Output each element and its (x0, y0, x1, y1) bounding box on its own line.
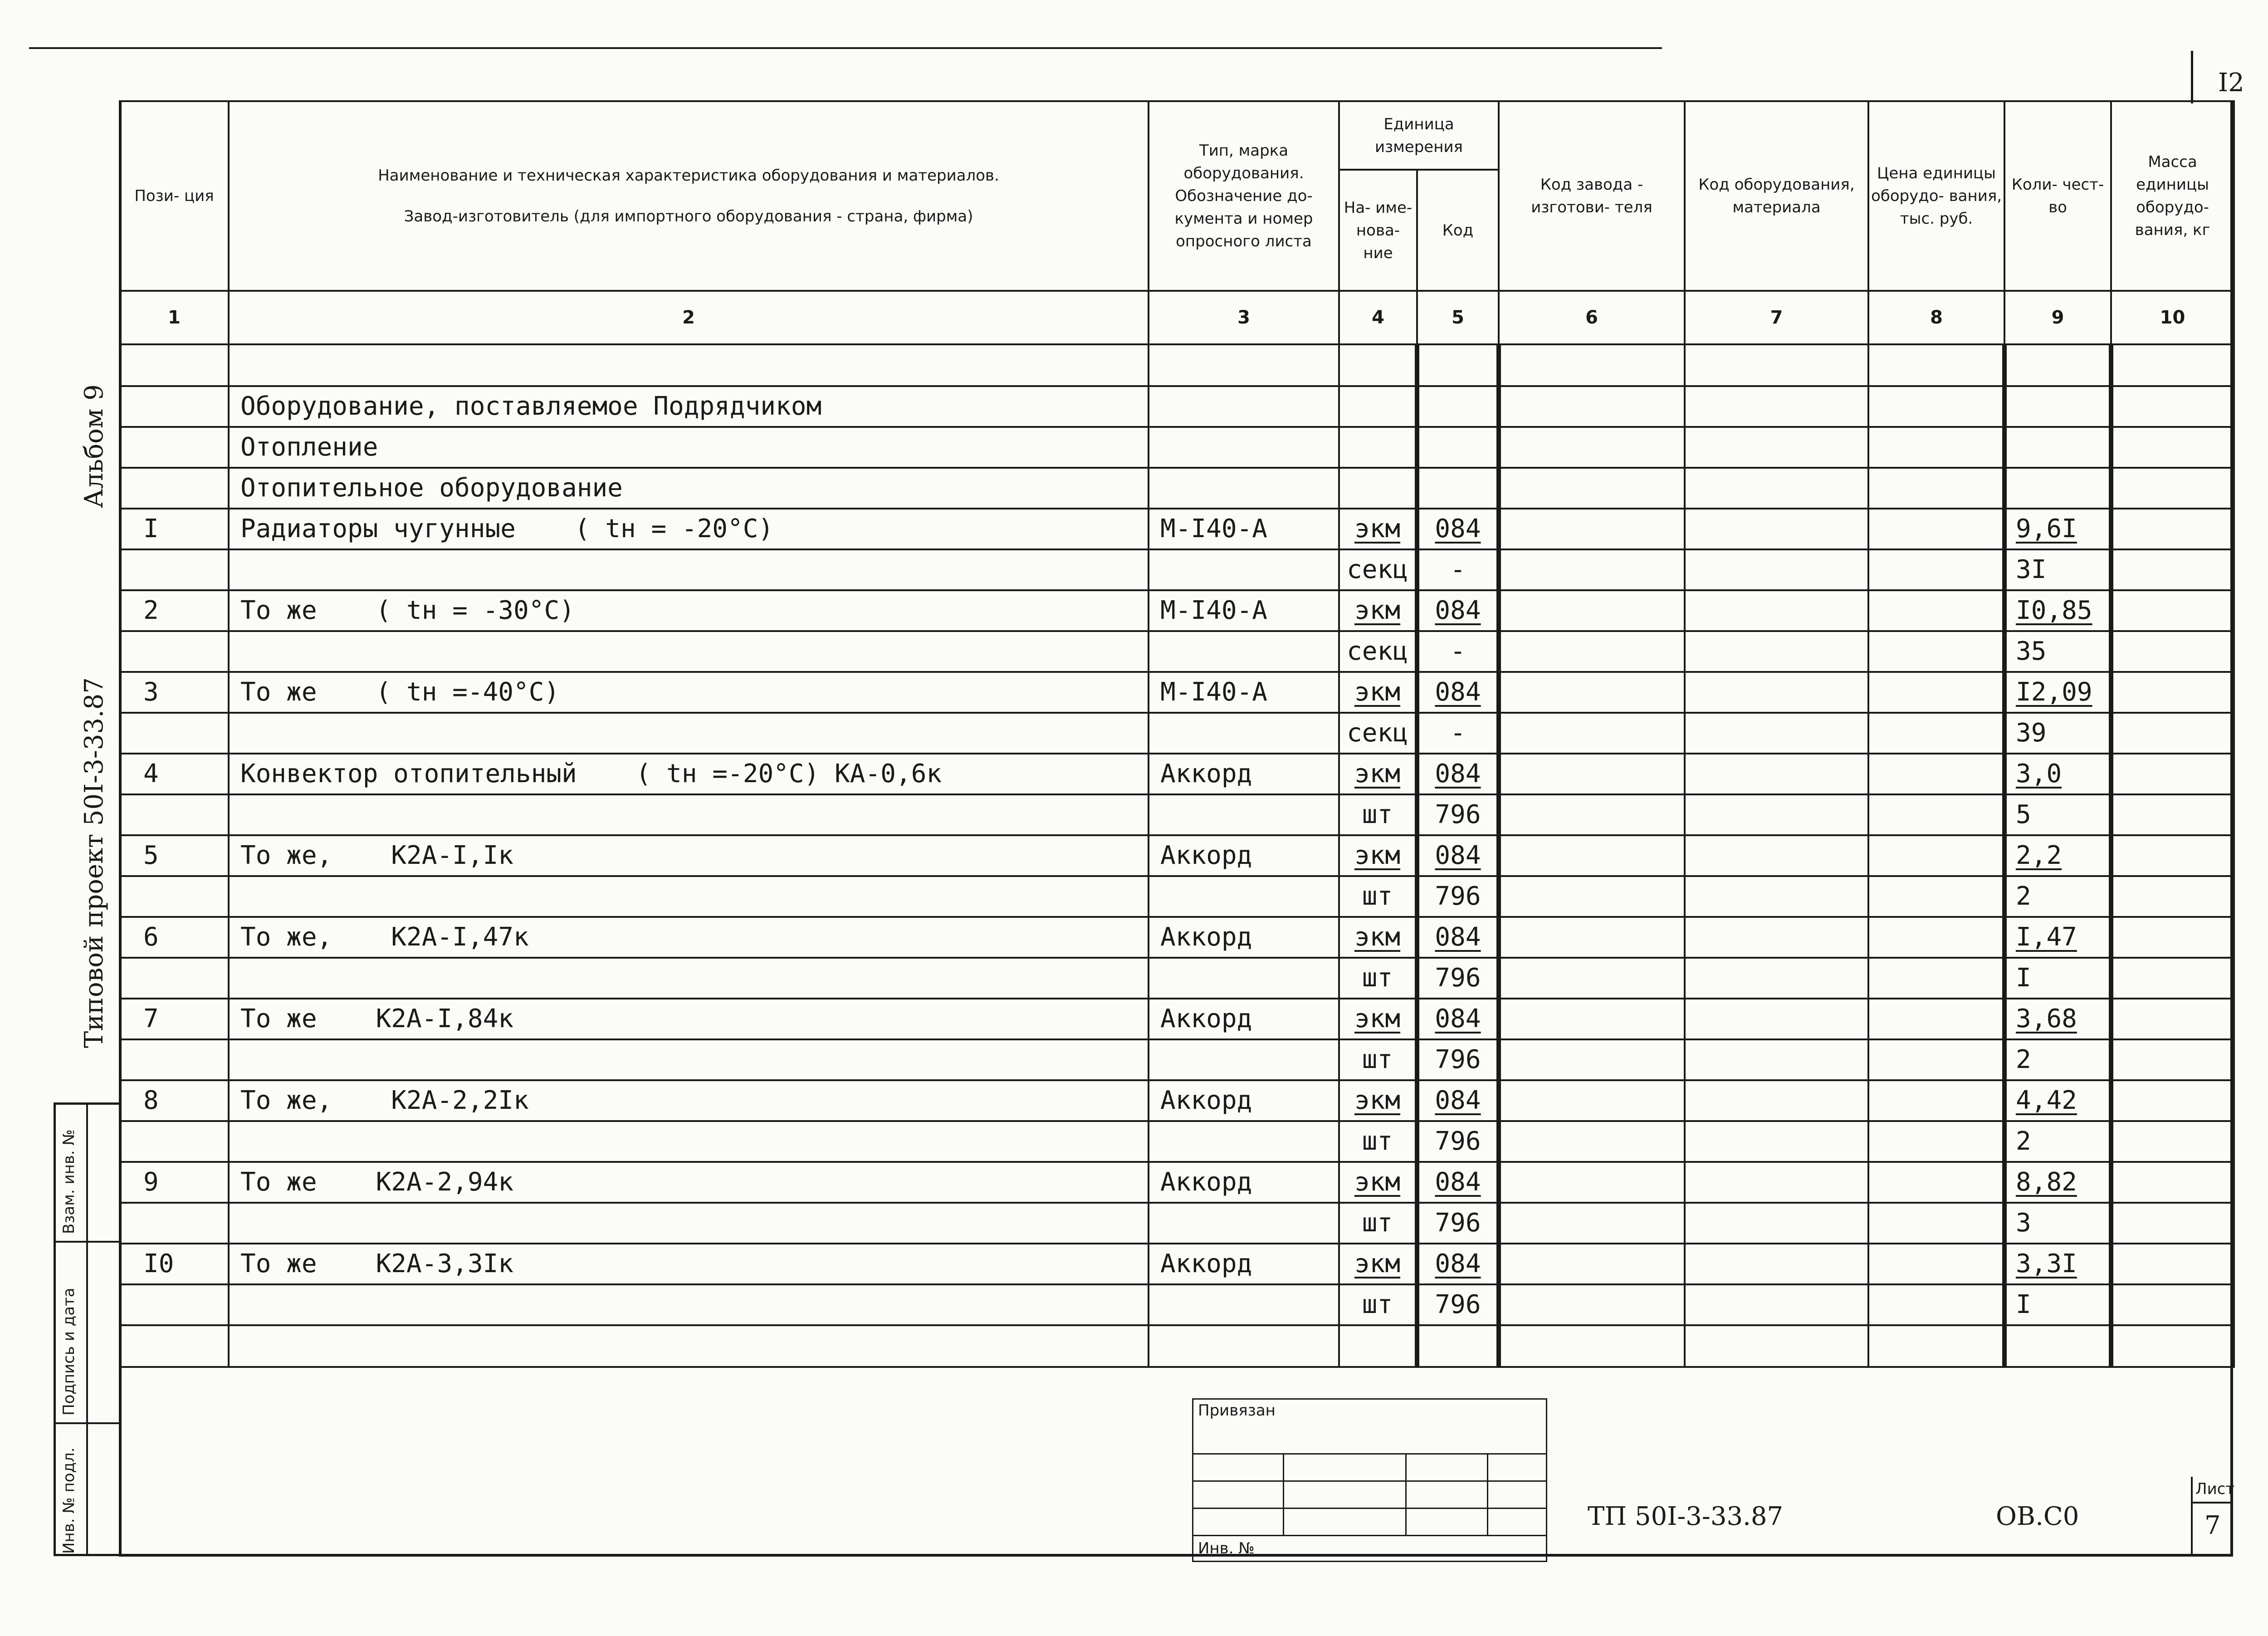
item-quantity-text: 3,68 (2016, 1004, 2077, 1034)
header-name-line1: Наименование и техническая характеристика оборудования и материалов. (378, 167, 999, 185)
item-unit-2: шт (1339, 958, 1417, 999)
item-code-2: - (1417, 713, 1499, 754)
item-code-text: 084 (1435, 1004, 1481, 1034)
item-type: М-I40-А (1149, 509, 1339, 549)
item-unit-2: шт (1339, 1121, 1417, 1162)
item-characteristic: ( tн =-20°C) КА-0,6к (635, 759, 942, 789)
item-characteristic: ( tн =-40°C) (376, 677, 560, 707)
header-quantity: Коли- чест- во (2004, 101, 2111, 291)
item-position: 6 (120, 917, 229, 958)
item-name-text: То же, (240, 922, 332, 952)
item-quantity-2: 3 (2004, 1203, 2111, 1244)
section-title: Оборудование, поставляемое Подрядчиком (229, 386, 1149, 427)
item-name-text: То же, (240, 1086, 332, 1115)
item-type: Аккорд (1149, 1162, 1339, 1203)
item-name-text: То же (240, 1167, 317, 1197)
item-unit-text: экм (1354, 922, 1401, 952)
item-quantity-text: I2,09 (2016, 677, 2092, 707)
item-quantity-2: 2 (2004, 1039, 2111, 1080)
item-quantity-text: 4,42 (2016, 1086, 2077, 1115)
item-unit-2: секц (1339, 631, 1417, 672)
sheet-frame (119, 100, 2233, 1557)
item-type: Аккорд (1149, 1244, 1339, 1284)
item-position: 2 (120, 590, 229, 631)
header-position: Пози- ция (120, 101, 229, 291)
side-podpis: Подпись и дата (60, 1288, 78, 1416)
item-characteristic: К2А-2,2Iк (391, 1086, 529, 1115)
column-number: 4 (1339, 291, 1417, 344)
item-position: 3 (120, 672, 229, 713)
item-code-text: 084 (1435, 1167, 1481, 1197)
item-code-text: 084 (1435, 596, 1481, 625)
item-code-text: 084 (1435, 922, 1481, 952)
item-quantity-text: 2,2 (2016, 841, 2062, 870)
item-position: 7 (120, 999, 229, 1039)
column-number: 6 (1499, 291, 1685, 344)
header-mass: Масса единицы оборудо- вания, кг (2111, 101, 2234, 291)
header-factory-code: Код завода - изготови- теля (1499, 101, 1685, 291)
item-code-2: 796 (1417, 1121, 1499, 1162)
item-quantity-2: I (2004, 1284, 2111, 1325)
item-type: Аккорд (1149, 917, 1339, 958)
item-position: I (120, 509, 229, 549)
item-characteristic: К2А-I,Iк (391, 841, 514, 870)
item-name-text: То же, (240, 841, 332, 870)
item-position: 9 (120, 1162, 229, 1203)
item-unit-text: экм (1354, 759, 1401, 789)
item-type: Аккорд (1149, 835, 1339, 876)
item-characteristic: К2А-2,94к (376, 1167, 514, 1197)
column-number: 3 (1149, 291, 1339, 344)
item-name-text: Радиаторы чугунные (240, 514, 516, 544)
stamp-mark: ОВ.С0 (1996, 1502, 2079, 1531)
header-unit-name: На- име- нова- ние (1339, 170, 1417, 291)
column-number: 7 (1685, 291, 1868, 344)
item-quantity-2: I (2004, 958, 2111, 999)
column-number: 10 (2111, 291, 2234, 344)
item-code-text: 084 (1435, 841, 1481, 870)
stamp-list-number: 7 (2204, 1511, 2221, 1540)
item-position: 4 (120, 754, 229, 794)
header-unit-group: Единица измерения (1339, 101, 1499, 170)
item-characteristic: К2А-3,3Iк (376, 1249, 514, 1278)
item-name-text: То же (240, 677, 317, 707)
item-unit-2: шт (1339, 1039, 1417, 1080)
item-code-2: 796 (1417, 958, 1499, 999)
item-code-text: 084 (1435, 677, 1481, 707)
item-name-text: То же (240, 1249, 317, 1278)
item-quantity-2: 2 (2004, 876, 2111, 917)
item-quantity-text: 9,6I (2016, 514, 2077, 544)
item-position: I0 (120, 1244, 229, 1284)
header-unit-code: Код (1417, 170, 1499, 291)
item-unit-2: шт (1339, 1284, 1417, 1325)
item-characteristic: ( tн = -30°C) (376, 596, 575, 625)
item-code-text: 084 (1435, 514, 1481, 544)
item-quantity-2: 5 (2004, 794, 2111, 835)
side-album: Альбом 9 (79, 384, 109, 508)
item-unit-2: шт (1339, 1203, 1417, 1244)
header-price: Цена единицы оборудо- вания, тыс. руб. (1868, 101, 2004, 291)
column-number: 1 (120, 291, 229, 344)
item-quantity-2: 3I (2004, 549, 2111, 590)
item-unit-2: шт (1339, 794, 1417, 835)
binding-divider-vertical (86, 1102, 88, 1556)
item-unit-text: экм (1354, 596, 1401, 625)
item-type: Аккорд (1149, 1080, 1339, 1121)
header-equipment-code: Код оборудования, материала (1685, 101, 1868, 291)
item-type: М-I40-А (1149, 590, 1339, 631)
page-corner-rule (2191, 51, 2193, 103)
item-unit-text: экм (1354, 1167, 1401, 1197)
item-code-2: 796 (1417, 876, 1499, 917)
item-name-text: Конвектор отопительный (240, 759, 577, 789)
item-quantity-text: 3,0 (2016, 759, 2062, 789)
section-title: Отопительное оборудование (229, 468, 1149, 509)
item-code-text: 084 (1435, 1249, 1481, 1278)
side-vzam: Взам. инв. № (60, 1129, 78, 1234)
item-unit-text: экм (1354, 841, 1401, 870)
header-type: Тип, марка оборудования. Обозначение до- кумента и номер опросного листа (1149, 101, 1339, 291)
stamp-list-divider (2191, 1502, 2233, 1504)
item-unit-text: экм (1354, 677, 1401, 707)
item-unit-2: секц (1339, 713, 1417, 754)
item-code-2: 796 (1417, 794, 1499, 835)
item-code-2: - (1417, 549, 1499, 590)
stamp-list-label: Лист (2195, 1480, 2235, 1498)
item-name-text: То же (240, 596, 317, 625)
header-name-line2: Завод-изготовитель (для импортного оборудования - страна, фирма) (404, 207, 973, 225)
top-rule (29, 47, 1662, 49)
item-position: 5 (120, 835, 229, 876)
item-quantity-2: 2 (2004, 1121, 2111, 1162)
item-unit-text: экм (1354, 1249, 1401, 1278)
item-code-2: 796 (1417, 1039, 1499, 1080)
item-position: 8 (120, 1080, 229, 1121)
item-unit-2: секц (1339, 549, 1417, 590)
side-inv: Инв. № подл. (60, 1447, 78, 1554)
column-number: 5 (1417, 291, 1499, 344)
column-number: 9 (2004, 291, 2111, 344)
item-code-text: 084 (1435, 759, 1481, 789)
binding-stamp (1192, 1398, 1547, 1562)
item-quantity-text: 8,82 (2016, 1167, 2077, 1197)
item-quantity-text: 3,3I (2016, 1249, 2077, 1278)
page-number: I2 (2218, 68, 2244, 98)
item-characteristic: К2А-I,84к (376, 1004, 514, 1034)
item-quantity-text: I,47 (2016, 922, 2077, 952)
item-characteristic: К2А-I,47к (391, 922, 529, 952)
item-type: М-I40-А (1149, 672, 1339, 713)
item-quantity-2: 39 (2004, 713, 2111, 754)
item-code-2: 796 (1417, 1284, 1499, 1325)
stamp-privyazan: Привязан (1193, 1399, 1547, 1454)
column-number: 8 (1868, 291, 2004, 344)
item-type: Аккорд (1149, 999, 1339, 1039)
stamp-inv: Инв. № (1193, 1536, 1547, 1562)
section-title: Отопление (229, 427, 1149, 468)
item-type: Аккорд (1149, 754, 1339, 794)
item-unit-text: экм (1354, 1004, 1401, 1034)
item-quantity-text: I0,85 (2016, 596, 2092, 625)
item-code-2: 796 (1417, 1203, 1499, 1244)
item-code-2: - (1417, 631, 1499, 672)
side-project: Типовой проект 50I-3-33.87 (79, 677, 109, 1048)
item-unit-text: экм (1354, 514, 1401, 544)
stamp-doc-code: ТП 50I-3-33.87 (1588, 1502, 1784, 1531)
item-name-text: То же (240, 1004, 317, 1034)
column-number: 2 (229, 291, 1149, 344)
item-unit-2: шт (1339, 876, 1417, 917)
item-quantity-2: 35 (2004, 631, 2111, 672)
item-code-text: 084 (1435, 1086, 1481, 1115)
item-characteristic: ( tн = -20°C) (574, 514, 774, 544)
item-unit-text: экм (1354, 1086, 1401, 1115)
